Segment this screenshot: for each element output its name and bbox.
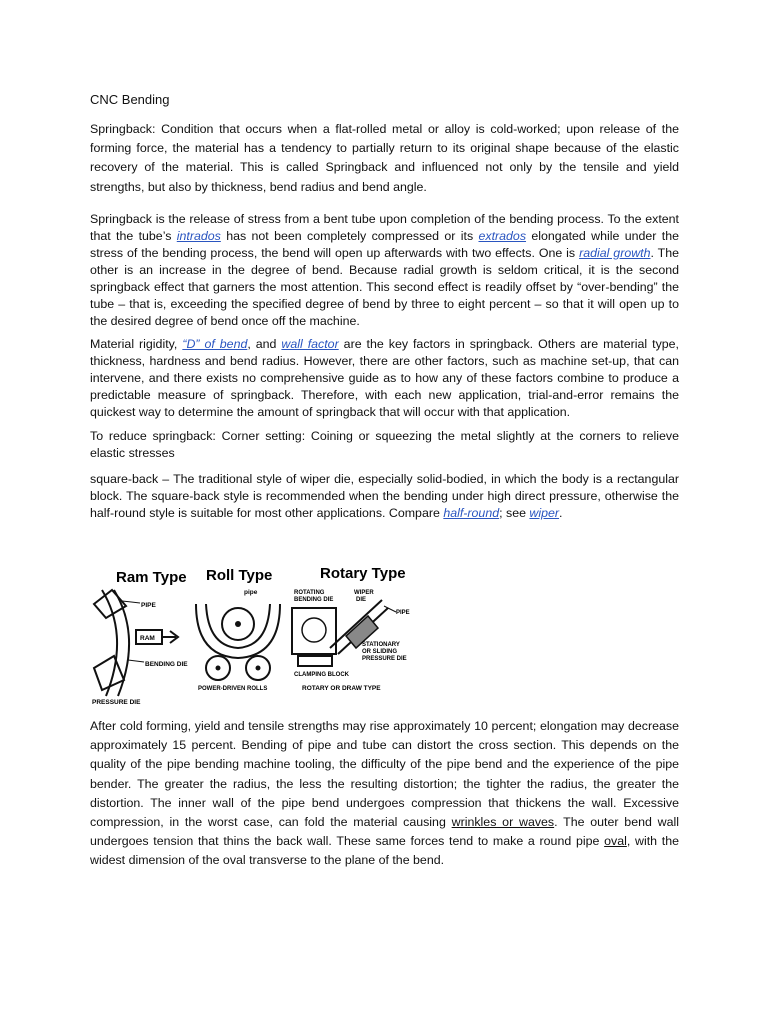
link-wiper[interactable]: wiper — [529, 506, 560, 520]
link-d-of-bend[interactable]: “D” of bend — [182, 337, 248, 351]
link-radial-growth[interactable]: radial growth — [579, 246, 651, 260]
text-span: Material rigidity, — [90, 337, 183, 351]
ram-die-leader — [128, 660, 144, 662]
ram-pressure-die-label: PRESSURE DIE — [92, 699, 141, 706]
text-span: Springback is the release of stress from a bent tube upon completion of the bending process. To the extent that the tube’s — [90, 212, 679, 243]
text-span: . The outer bend wall undergoes tension that thins the back wall. These same forces tend to make a round pipe — [90, 815, 680, 849]
paragraph-springback-release — [90, 211, 679, 330]
rotary-stationary-label-3: PRESSURE DIE — [362, 656, 407, 662]
text-span: , with the widest dimension of the oval transverse to the plane of the bend. — [90, 834, 679, 868]
ram-ram-label: RAM — [140, 635, 155, 642]
link-wall-factor[interactable]: wall factor — [281, 337, 339, 351]
text-span: , and — [247, 337, 282, 351]
rotary-wiper-label-2: DIE — [356, 597, 367, 603]
ram-pipe-outer — [102, 590, 117, 696]
link-oval[interactable]: oval — [604, 834, 627, 849]
paragraph-springback-definition: Springback: Condition that occurs when a flat-rolled metal or alloy is cold-worked; upon release of the forming force, the material has a tendency to partially return to its original shape because of the elastic recovery of the material. This is called Springback and influenced not only by the tensile and yield strengths, but also by thickness, bend radius and bend angle. — [90, 122, 679, 194]
link-half-round[interactable]: half-round — [443, 506, 500, 520]
rotary-wiper-label-1: WIPER — [354, 590, 374, 596]
ram-type-title: Ram Type — [116, 569, 187, 586]
link-intrados[interactable]: intrados — [176, 229, 221, 243]
text-span: . The other is an increase in the degree of bend. Because radial growth is seldom critical, it is the second springback effect that garners the most attention. This second effect is readily offset by “over-bending” the tube – that is, exceeding the specified degree of bend by three to eight percent – so that it will open up to the desired degree of bend once off the machine. — [90, 246, 680, 328]
text-span: After cold forming, yield and tensile strengths may rise approximately 10 percent; elongation may decrease approximately 15 percent. Bending of pipe and tube can distort the cross section. This depends on the quality of the pipe bending machine tooling, the difficulty of the pipe bend and the experience of the pipe bender. The greater the radius, the less the resulting distortion; the tighter the radius, the greater the distortion. The inner wall of the pipe bend undergoes compression that thickens the wall. Excessive compression, in the worst case, can fold the material causing — [90, 719, 679, 830]
bending-types-figure — [92, 556, 426, 706]
roll-center-hub — [235, 621, 241, 627]
text-span: are the key factors in springback. Others are material type, thickness, hardness and bend radius. However, there are other factors, such as machine set-up, that can intervene, and there exists no comprehensive guide as to how any of these factors combine to produce a predictable measure of springback. Therefore, with each new application, trial-and-error remains the quickest way to determine the amount of springback that will occur with that application. — [90, 337, 679, 419]
rotary-clamping-label: CLAMPING BLOCK — [294, 672, 349, 678]
roll-pipe-label: pipe — [244, 589, 258, 596]
text-span: . — [559, 506, 563, 520]
rotary-pipe-label: PIPE — [396, 610, 410, 616]
text-span: elongated while under the stress of the bending process, the bend will open up afterwards with two effects. One is — [90, 229, 679, 260]
paragraph-reduce-springback: To reduce springback: Corner setting: Coining or squeezing the metal slightly at the corners to relieve elastic stresses — [90, 429, 679, 460]
ram-bending-die-label: BENDING DIE — [145, 661, 188, 668]
text-span: has not been completely compressed or its — [220, 229, 479, 243]
paragraph-square-back — [90, 471, 679, 522]
roll-power-driven-label: POWER-DRIVEN ROLLS — [198, 686, 268, 692]
rotary-rotating-label-2: BENDING DIE — [294, 597, 334, 603]
rotary-die-wheel — [302, 618, 326, 642]
bending-types-diagram — [92, 556, 426, 706]
document-title: CNC Bending — [90, 92, 170, 107]
rotary-clamping-block — [298, 656, 332, 666]
link-extrados[interactable]: extrados — [478, 229, 527, 243]
rotary-caption: ROTARY OR DRAW TYPE — [302, 685, 381, 692]
roll-type-title: Roll Type — [206, 567, 273, 584]
rotary-rotating-label-1: ROTATING — [294, 590, 325, 596]
text-span: square-back – The traditional style of wiper die, especially solid-bodied, in which the body is a rectangular block. The square-back style is recommended when the bending under high direct pressure, otherwise the half-round style is suitable for most other applications. Compare — [90, 472, 679, 520]
link-wrinkles-or-waves[interactable]: wrinkles or waves — [451, 815, 555, 830]
ram-arrow-icon — [162, 631, 178, 643]
rotary-type-title: Rotary Type — [320, 565, 406, 582]
rotary-stationary-label-2: OR SLIDING — [362, 649, 398, 655]
roll-left-hub — [216, 666, 221, 671]
roll-right-hub — [256, 666, 261, 671]
paragraph-cold-forming — [90, 717, 679, 871]
paragraph-material-rigidity — [90, 336, 679, 421]
text-span: ; see — [499, 506, 530, 520]
ram-pipe-label: PIPE — [141, 602, 156, 609]
ram-pipe-leader — [122, 601, 140, 603]
rotary-stationary-label-1: STATIONARY — [362, 642, 400, 648]
